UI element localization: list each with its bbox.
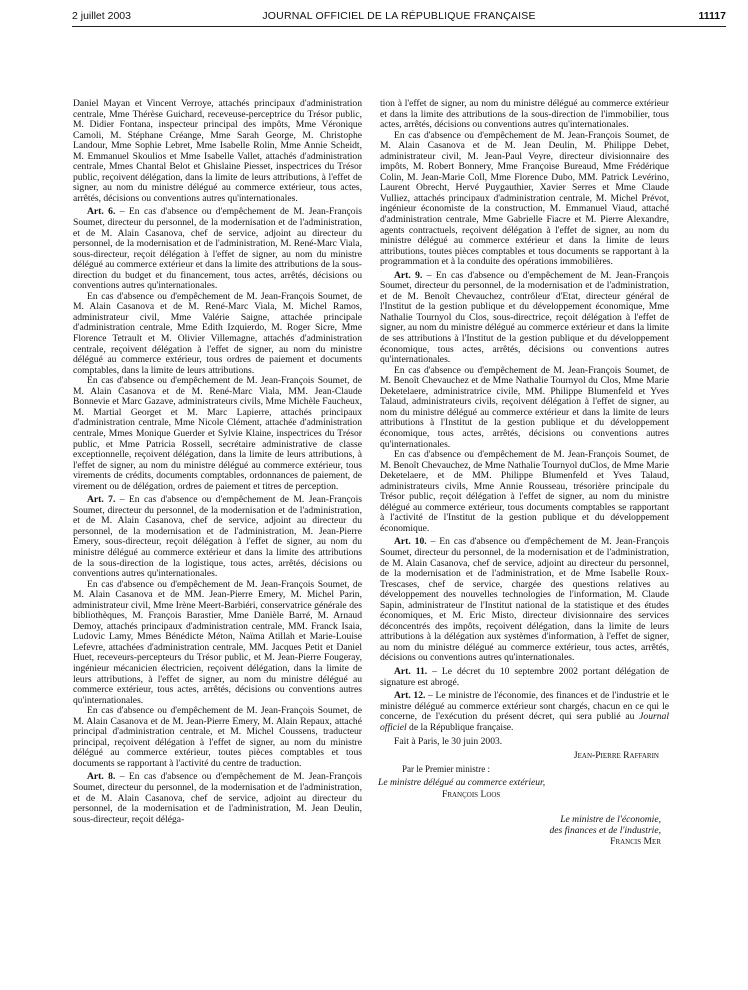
article-number: Art. 11. bbox=[394, 665, 428, 677]
minister-role: Le ministre délégué au commerce extérieur, bbox=[378, 776, 546, 788]
article-number: Art. 7. bbox=[87, 494, 116, 506]
paragraph: tion à l'effet de signer, au nom du ministre délégué au commerce extérieur et dans la limite des attributions de la sous-direction de l'immobilier, tous actes, arrêtés, décisions ou conventions autres qu'internationales. bbox=[380, 98, 669, 131]
page-header bbox=[72, 10, 726, 26]
right-column bbox=[380, 99, 669, 847]
article-text: – Le décret du 10 septembre 2002 portant délégation de signature est abrogé. bbox=[380, 665, 670, 688]
article-7 bbox=[73, 495, 362, 579]
article-11 bbox=[380, 667, 669, 688]
journal-officiel-title: Journal officiel bbox=[380, 711, 669, 733]
article-text: – En cas d'absence ou d'empêchement de M. Jean-François Soumet, directeur du personnel, de la modernisation et de l'administration, et de M. Alain Casanova, chef de service, adjoint au directeur du personnel, de la modernisation et de l'administration, M. René-Marc Viala, sous-directeur, reçoit délégation à l'effet de signer, au nom du ministre délégué au commerce extérieur et dans la limite des attributions de la sous-direction du budget et du financement, tous actes, arrêtés, décisions ou conventions autres qu'internationales. bbox=[73, 206, 362, 292]
article-text: – En cas d'absence ou d'empêchement de M. Jean-François Soumet, directeur du personnel, de la modernisation et de l'administration, et de M. Alain Casanova, chef de service, adjoint au directeur du personnel, de la modernisation et de l'administration, M. Jean-Pierre Emery, sous-directeur, reçoit délégation à l'effet de signer, au nom du ministre délégué au commerce extérieur et dans la limite des attributions de la sous-direction de la logistique, tous actes, arrêtés, décisions ou conventions autres qu'internationales. bbox=[73, 494, 362, 580]
paragraph: En cas d'absence ou d'empêchement de M. Jean-François Soumet, de M. Benoît Chevauchez et de Mme Nathalie Tournyol du Clos, Mme Marie Deketelaere, administratrice civile, MM. Philippe Blumenfeld et Yves Talaud, administrateurs civils, reçoivent délégation à l'effet de signer, au nom du ministre délégué au commerce extérieur et dans la limite de leurs attributions à l'Institut de la gestion publique et du développement économique, tous actes, arrêtés, décisions ou conventions autres qu'internationales. bbox=[380, 364, 669, 450]
article-number: Art. 12. bbox=[394, 690, 426, 702]
article-text: – Le ministre de l'économie, des finances et de l'industrie et le ministre délégué au commerce extérieur sont chargés, chacun en ce qui le concerne, de l'exécution du présent décret, qui sera publié au bbox=[380, 690, 669, 723]
article-10 bbox=[380, 537, 669, 664]
article-number: Art. 9. bbox=[394, 269, 423, 281]
minister-role-continued: des finances et de l'industrie, bbox=[549, 824, 661, 836]
paragraph: En cas d'absence ou d'empêchement de M. Jean-François Soumet, de M. Alain Casanova et de M. René-Marc Viala, M. Michel Ramos, administrateur civil, Mme Valérie Saigne, attachée principale d'administration centrale, Mme Edith Izquierdo, M. Roger Sicre, Mme Florence Tetrault et M. Olivier Villemagne, attachés d'administration centrale, reçoivent délégation à l'effet de signer, au nom du ministre délégué au commerce extérieur, tous ordres de paiement et documents comptables, dans la limite de leurs attributions. bbox=[73, 290, 362, 376]
article-8 bbox=[73, 772, 362, 825]
paragraph: Daniel Mayan et Vincent Verroye, attachés principaux d'administration centrale, Mme Thérèse Guichard, receveuse-perceptrice du Trésor public, M. Didier Fontana, inspecteur principal des impôts, Mme Véronique Camoli, M. Stéphane Créange, Mme Sarah George, M. Christophe Landour, Mme Sophie Lebret, Mme Isabelle Rolin, Mme Annie Scheidt, M. Emmanuel Skoulios et Mme Isabelle Vallet, attachés d'administration centrale, Mmes Chantal Belot et Ghislaine Piesset, inspectrices du Trésor public, reçoivent délégation, dans la limite de leurs attributions, à l'effet de signer, au nom du ministre délégué au commerce extérieur, tous actes, arrêtés, décisions ou conventions autres qu'internationales. bbox=[73, 98, 362, 204]
article-number: Art. 6. bbox=[87, 206, 116, 218]
paragraph: En cas d'absence ou d'empêchement de M. Jean-François Soumet, de M. Alain Casanova et de M. Jean Deulin, M. Philippe Debet, administrateur civil, M. Jean-Paul Veyre, directeur divisionnaire des impôts, M. Robert Bonnery, Mme Françoise Bureaud, Mme Frédérique Colin, M. Jean-Marie Coll, Mme Florence Dubo, MM. Patrick Levérino, Laurent Obrecht, Hervé Puygauthier, Xavier Serres et Mme Claude Vulliez, attachés principaux d'administration centrale, M. Michel Prévot, ingénieur économiste de la construction, M. Emmanuel Viaud, attaché d'administration centrale, Mme Gabrielle Fiacre et M. Pierre Alexandre, agents contractuels, reçoivent délégation à l'effet de signer, au nom du ministre délégué au commerce extérieur et dans la limite de leurs attributions, toutes pièces comptables et tous documents se rapportant à la programmation et à la conduite des opérations immobilières. bbox=[380, 129, 669, 268]
paragraph: En cas d'absence ou d'empêchement de M. Jean-François Soumet, de M. Alain Casanova et de M. Jean-Pierre Emery, M. Alain Repaux, attaché principal d'administration centrale, et M. Michel Coussens, traducteur principal, reçoivent délégation à l'effet de signer, au nom du ministre délégué au commerce extérieur, toutes pièces comptables et tous documents se rapportant à l'activité du centre de traduction. bbox=[73, 705, 362, 769]
signature-date: Fait à Paris, le 30 juin 2003. bbox=[394, 736, 503, 748]
article-text: – En cas d'absence ou d'empêchement de M. Jean-François Soumet, directeur du personnel, de la modernisation et de l'administration, et de M. Alain Casanova, chef de service, adjoint au directeur du personnel, de la modernisation et de l'administration, M. Jean Deulin, sous-directeur, reçoit déléga- bbox=[73, 771, 362, 825]
paragraph: En cas d'absence ou d'empêchement de M. Jean-François Soumet, de M. Benoît Chevauchez, de Mme Nathalie Tournyol duClos, de Mme Marie Deketelaere, et de MM. Philippe Blumenfeld et Yves Talaud, administrateurs civils, Mme Annie Rousseau, trésorière principale du Trésor public, reçoit délégation à l'effet de signer, au nom du ministre délégué au commerce extérieur, tous documents comptables se rapportant à l'activité de l'Institut de la gestion publique et du développement économique. bbox=[380, 449, 669, 534]
article-number: Art. 10. bbox=[394, 536, 427, 548]
header-title: JOURNAL OFFICIEL DE LA RÉPUBLIQUE FRANÇAISE bbox=[262, 10, 536, 22]
minister-role: Le ministre de l'économie, bbox=[560, 813, 661, 825]
article-text-end: de la République française. bbox=[406, 721, 514, 733]
signature-block bbox=[380, 750, 669, 847]
left-column bbox=[73, 99, 362, 825]
countersign-intro: Par le Premier ministre : bbox=[402, 763, 490, 774]
minister-name: François Loos bbox=[442, 788, 501, 800]
article-number: Art. 8. bbox=[87, 771, 116, 783]
paragraph: En cas d'absence ou d'empêchement de M. Jean-François Soumet, de M. Alain Casanova et de MM. Jean-Pierre Emery, M. Michel Parin, administrateur civil, Mme Irène Meert-Barbiéri, conservatrice générale des bibliothèques, M. François Barastier, Mme Danièle Barré, M. Arnaud Demoy, attachés principaux d'administration centrale, MM. Franck Isaia, Ludovic Lamy, Mmes Bénédicte Méton, Naïma Atillah et Marie-Louise Lefevre, attachées d'administration centrale, MM. Jacques Petit et Daniel Huet, receveurs-percepteurs du Trésor public, et M. Jean-Pierre Fougeray, ingénieur mécanicien électricien, reçoivent délégation, dans la limite de leurs attributions, à l'effet de signer, au nom du ministre délégué au commerce extérieur, tous actes, arrêtés, décisions ou conventions autres qu'internationales. bbox=[73, 578, 362, 706]
article-6 bbox=[73, 207, 362, 291]
minister-name: Francis Mer bbox=[610, 835, 661, 847]
header-rule bbox=[72, 26, 726, 27]
article-9 bbox=[380, 271, 669, 366]
article-12 bbox=[380, 691, 669, 733]
article-text: – En cas d'absence ou d'empêchement de M. Jean-François Soumet, directeur du personnel, de la modernisation et de l'administration, de M. Alain Casanova, chef de service, adjoint au directeur du personnel, de la modernisation et de l'administration, et de Mme Isabelle Roux-Trescases, chef de service, chargée des questions relatives au développement des nouvelles technologies de l'information, M. Claude Sapin, administrateur de l'Institut national de la statistique et des études économiques, et M. Eric Misto, directeur divisionnaire des services déconcentrés des impôts, reçoivent délégation, dans la limite de leurs attributions à la délégation aux systèmes d'information, à l'effet de signer, au nom du ministre délégué au commerce extérieur, tous actes, arrêtés, décisions ou conventions autres qu'internationales. bbox=[380, 536, 669, 664]
prime-minister-name: Jean-Pierre Raffarin bbox=[573, 749, 659, 761]
article-text: – En cas d'absence ou d'empêchement de M. Jean-François Soumet, directeur du personnel, de la modernisation et de l'administration, et de M. Benoît Chevauchez, contrôleur d'Etat, directeur général de l'Institut de la gestion publique et du développement économique, Mme Nathalie Tournyol du Clos, sous-directrice, reçoit délégation à l'effet de signer, au nom du ministre délégué au commerce extérieur et dans la limite de ses attributions à l'Institut de la gestion publique et du développement économique, tous actes, arrêtés, décisions ou conventions autres qu'internationales. bbox=[380, 269, 669, 366]
paragraph: En cas d'absence ou d'empêchement de M. Jean-François Soumet, de M. Alain Casanova et de M. René-Marc Viala, MM. Jean-Claude Bonnevie et Marc Gazave, administrateurs civils, Mme Michèle Faucheux, M. Martial Georget et M. Marc Lapierre, attachés principaux d'administration centrale, Mme Nicole Clément, attachée d'administration centrale, Mmes Monique Guerder et Sylvie Klaine, inspectrices du Trésor public, et Mme Patricia Rossell, secrétaire administrative de classe exceptionnelle, reçoivent délégation, dans la limite de leurs attributions, à l'effet de signer, au nom du ministre délégué au commerce extérieur, tous virements de crédits, documents comptables, ordonnances de paiement, de virement ou de délégation, ordres de paiement et titres de perception. bbox=[73, 375, 362, 492]
header-page-number: 11117 bbox=[698, 10, 726, 22]
header-date: 2 juillet 2003 bbox=[72, 10, 131, 22]
